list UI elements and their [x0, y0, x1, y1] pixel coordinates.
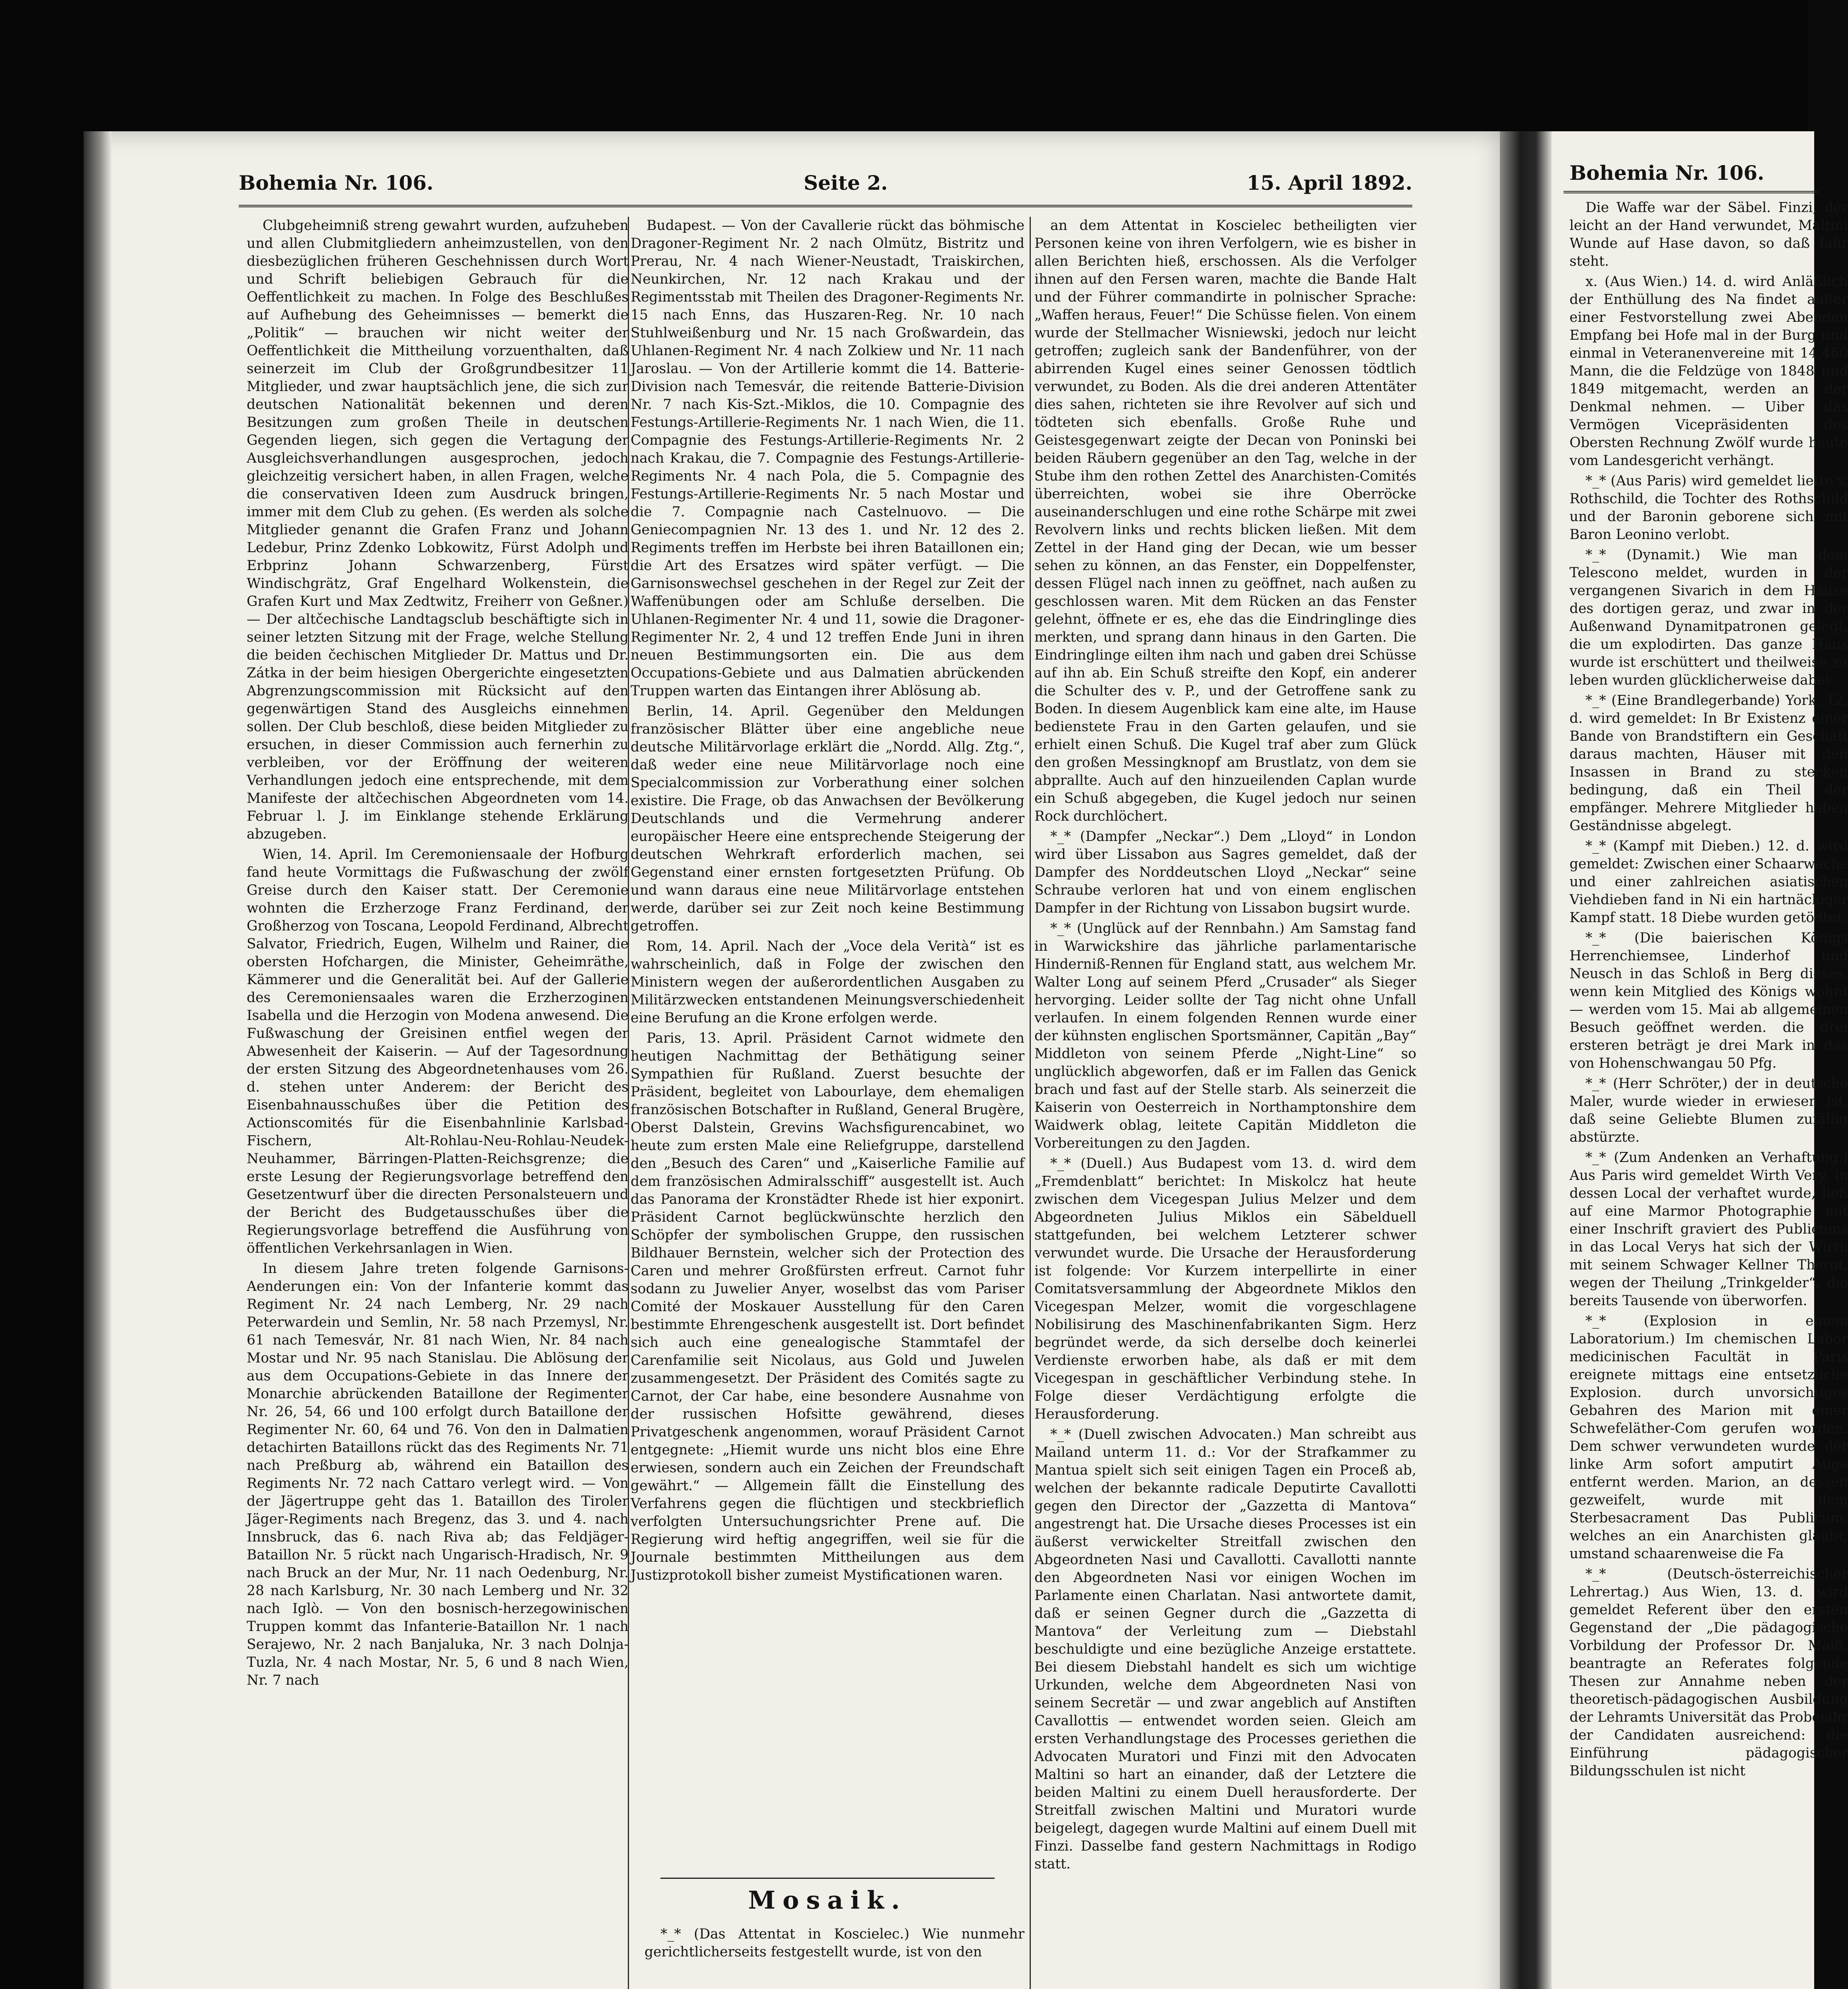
binding-gutter	[1500, 131, 1552, 1989]
column-2-paragraph: Budapest. — Von der Cavallerie rückt das böhmische Dragoner-Regiment Nr. 2 nach Olmütz, Bistritz und Prerau, Nr. 4 nach Wiener-Neustadt, Traiskirchen, Neunkirchen, Nr. 12 nach Krakau und der Regimentsstab mit Theilen des Dragoner-Regiments Nr. 15 nach Enns, das Huszaren-Reg. Nr. 10 nach Stuhlweißenburg und Nr. 15 nach Großwardein, das Uhlanen-Regiment Nr. 4 nach Zolkiew und Nr. 11 nach Jaroslau. — Von der Artillerie kommt die 14. Batterie-Division nach Temesvár, die reitende Batterie-Division Nr. 7 nach Kis-Szt.-Miklos, die 10. Compagnie des Festungs-Artillerie-Regiments Nr. 1 nach Wien, die 11. Compagnie des Festungs-Artillerie-Regiments Nr. 2 nach Krakau, die 7. Compagnie des Festungs-Artillerie-Regiments Nr. 4 nach Pola, die 5. Compagnie des Festungs-Artillerie-Regiments Nr. 5 nach Mostar und die 7. Compagnie nach Castelnuovo. — Die Geniecompagnien Nr. 13 des 1. und Nr. 12 des 2. Regiments treffen im Herbste bei ihren Bataillonen ein; die Art des Ersatzes wird später verfügt. — Die Garnisonswechsel geschehen in der Regel zur Zeit der Waffenübungen oder am Schluße derselben. Die Uhlanen-Regimenter Nr. 4 und 11, sowie die Dragoner-Regimenter Nr. 2, 4 und 12 treffen Ende Juni in ihren neuen Bestimmungsorten ein. Die aus dem Occupations-Gebiete und aus Dalmatien abrückenden Truppen warten das Eintangen ihrer Ablösung ab.	[631, 218, 1024, 699]
adjacent-paragraph: Die Waffe war der Säbel. Finzi, der leicht an der Hand verwundet, Maltini Wunde auf Hase davon, so daß fahr steht.	[1570, 200, 1848, 269]
column-separator	[1030, 217, 1031, 1989]
column-1-paragraph: In diesem Jahre treten folgende Garnisons-Aenderungen ein: Von der Infanterie kommt das Regiment Nr. 24 nach Lemberg, Nr. 29 nach Peterwardein und Semlin, Nr. 58 nach Przemysl, Nr. 61 nach Temesvár, Nr. 81 nach Wien, Nr. 84 nach Mostar und Nr. 95 nach Stanislau. Die Ablösung der aus dem Occupations-Gebiete in das Innere der Monarchie abrückenden Bataillone der Regimenter Nr. 26, 54, 66 und 100 erfolgt durch Bataillone der Regimenter Nr. 60, 64 und 76. Von den in Dalmatien detachirten Bataillons rückt das des Regiments Nr. 71 nach Preßburg ab, während ein Bataillon des Regiments Nr. 72 nach Cattaro verlegt wird. — Von der Jägertruppe geht das 1. Bataillon des Tiroler Jäger-Regiments nach Bregenz, das 3. und 4. nach Innsbruck, das 6. nach Riva ab; das Feldjäger-Bataillon Nr. 5 rückt nach Ungarisch-Hradisch, Nr. 9 nach Bruck an der Mur, Nr. 11 nach Oedenburg, Nr. 28 nach Karlsburg, Nr. 30 nach Lemberg und Nr. 32 nach Iglò. — Von den bosnisch-herzegowinischen Truppen kommt das Infanterie-Bataillon Nr. 1 nach Serajewo, Nr. 2 nach Banjaluka, Nr. 3 nach Dolnja-Tuzla, Nr. 4 nach Mostar, Nr. 5, 6 und 8 nach Wien, Nr. 7 nach	[247, 1261, 629, 1688]
mosaik-rule	[660, 1878, 995, 1879]
page-fold-shadow	[84, 131, 111, 1989]
column-3-paragraph: *_* (Duell.) Aus Budapest vom 13. d. wird dem „Fremdenblatt“ berichtet: In Miskolcz hat heute zwischen dem Vicegespan Julius Melzer und dem Abgeordneten Julius Miklos ein Säbelduell stattgefunden, bei welchem Letzterer schwer verwundet wurde. Die Ursache der Herausforderung ist folgende: Vor Kurzem interpellirte in einer Comitatsversammlung der Abgeordnete Miklos den Vicegespan Melzer, womit die vorgeschlagene Nobilisirung des Maschinenfabrikanten Sigm. Herz begründet werde, da sich derselbe doch keinerlei Verdienste erworben habe, als daß er mit dem Vicegespan in geschäftlicher Verbindung stehe. In Folge dieser Verdächtigung erfolgte die Herausforderung.	[1034, 1156, 1416, 1422]
column-2	[631, 217, 1024, 1868]
column-2-paragraph: Rom, 14. April. Nach der „Voce dela Verità“ ist es wahrscheinlich, daß in Folge der zwischen den Ministern wegen der außerordentlichen Ausgaben zu Militärzwecken entstandenen Meinungsverschiedenheit eine Berufung an die Krone erfolgen werde.	[631, 938, 1024, 1026]
column-2-paragraph: Paris, 13. April. Präsident Carnot widmete den heutigen Nachmittag der Bethätigung seiner Sympathien für Rußland. Zuerst besuchte der Präsident, begleitet von Labourlaye, dem ehemaligen französischen Botschafter in Rußland, General Brugère, Oberst Dalstein, Grevins Wachsfigurencabinet, wo heute zum ersten Male eine Reliefgruppe, darstellend den „Besuch des Caren“ und „Kaiserliche Familie auf dem französischen Admiralsschiff“ ausgestellt ist. Auch das Panorama der Kronstädter Rhede ist hier exponirt. Präsident Carnot beglückwünschte herzlich den Schöpfer der symbolischen Gruppe, den russischen Bildhauer Bernstein, welcher sich der Protection des Caren und mehrer Großfürsten erfreut. Carnot fuhr sodann zu Juwelier Anyer, woselbst das vom Pariser Comité der Moskauer Ausstellung für den Caren bestimmte Ehrengeschenk ausgestellt ist. Dort befindet sich auch eine genealogische Stammtafel der Carenfamilie seit Nicolaus, aus Gold und Juwelen zusammengesetzt. Der Präsident des Comités sagte zu Carnot, der Car habe, eine besondere Ausnahme von der russischen Hofsitte gewährend, dieses Privatgeschenk angenommen, worauf Präsident Carnot entgegnete: „Hiemit wurde uns nicht blos eine Ehre erwiesen, sondern auch ein Zeichen der Freundschaft gewährt.“ — Allgemein fällt die Einstellung des Verfahrens gegen die flüchtigen und steckbrieflich verfolgten Untersuchungsrichter Prene auf. Die Regierung wird heftig angegriffen, weil sie für die Journale bestimmten Mittheilungen aus dem Justizprotokoll bisher zumeist Mystificationen waren.	[631, 1030, 1024, 1583]
mosaik-heading: Mosaik.	[748, 1886, 907, 1915]
adjacent-paragraph: *_* (Herr Schröter,) der in deutsche Maler, wurde wieder in erwiesen ist, daß seine Geliebte Blumen zufällig abstürzte.	[1570, 1076, 1848, 1145]
adjacent-paragraph: *_* (Kampf mit Dieben.) 12. d. wird gemeldet: Zwischen einer Schaarwache und einer zahlreichen asiatischen Viehdieben fand in Ni ein hartnäckiger Kampf statt. 18 Diebe wurden getödtet.	[1570, 838, 1848, 926]
column-3-paragraph: *_* (Dampfer „Neckar“.) Dem „Lloyd“ in London wird über Lissabon aus Sagres gemeldet, daß der Dampfer des Norddeutschen Lloyd „Neckar“ seine Schraube verloren hat und von einem englischen Dampfer in der Richtung von Lissabon bugsirt wurde.	[1034, 829, 1416, 916]
adjacent-paragraph: *_* (Aus Paris) wird gemeldet liette v. Rothschild, die Tochter des Rothschild und der Baronin geborene sich mit Baron Leonino verlobt.	[1570, 473, 1848, 543]
mosaik-intro	[645, 1925, 1024, 1961]
column-3-paragraph: an dem Attentat in Koscielec betheiligten vier Personen keine von ihren Verfolgern, wie es bisher in allen Berichten hieß, erschossen. Als die Verfolger ihnen auf den Fersen waren, machte die Bande Halt und der Führer commandirte in polnischer Sprache: „Waffen heraus, Feuer!“ Die Schüsse fielen. Von einem wurde der Stellmacher Wisniewski, jedoch nur leicht getroffen; zugleich sank der Bandenführer, von der abirrenden Kugel eines seiner Genossen tödtlich verwundet, zu Boden. Als die drei anderen Attentäter dies sahen, richteten sie ihre Revolver auf sich und tödteten sich ebenfalls. Große Ruhe und Geistesgegenwart zeigte der Decan von Poninski bei beiden Räubern gegenüber an den Tag, welche in der Stube ihm den rothen Zettel des Anarchisten-Comités überreichten, wobei sie ihre Oberröcke auseinanderschlugen und eine rothe Schärpe mit zwei Revolvern links und rechts blicken ließen. Mit dem Zettel in der Hand ging der Decan, wie um besser sehen zu können, an das Fenster, ein Doppelfenster, dessen Flügel nach innen zu geöffnet, nach außen zu geschlossen waren. Mit dem Rücken an das Fenster gelehnt, öffnete er es, ehe das die Eindringlinge dies merkten, und sprang dann hinaus in den Garten. Die Eindringlinge eilten ihm nach und gaben drei Schüsse auf ihn ab. Ein Schuß streifte den Kopf, ein anderer die Schulter des v. P., und der Getroffene sank zu Boden. In diesem Augenblick kam eine alte, im Hause bedienstete Frau in den Garten gelaufen, und sie erhielt einen Schuß. Die Kugel traf aber zum Glück den großen Messingknopf am Brustlatz, von dem sie abprallte. Auch auf den hinzueilenden Caplan wurde ein Schuß abgegeben, die Kugel jedoch nur seinen Rock durchlöchert.	[1034, 218, 1416, 824]
adjacent-page-header: Bohemia Nr. 106.	[1570, 161, 1764, 185]
column-1-paragraph: Clubgeheimniß streng gewahrt wurden, aufzuheben und allen Clubmitgliedern anheimzustellen, von den diesbezüglichen früheren Geschehnissen durch Wort und Schrift beliebigen Gebrauch für die Oeffentlichkeit zu machen. In Folge des Beschlußes auf Aufhebung des Geheimnisses — bemerkt die „Politik“ — brauchen wir nicht weiter der Oeffentlichkeit die Mittheilung vorzuenthalten, daß seinerzeit im Club der Großgrundbesitzer 11 Mitglieder, und zwar hauptsächlich jene, die sich zur deutschen Nationalität bekennen und deren Besitzungen zum großen Theile in deutschen Gegenden liegen, sich gegen die Vertagung der Ausgleichsverhandlungen ausgesprochen, jedoch gleichzeitig versichert haben, in allen Fragen, welche die conservativen Ideen zum Ausdruck bringen, immer mit dem Club zu gehen. (Es werden als solche Mitglieder genannt die Grafen Franz und Johann Ledebur, Prinz Zdenko Lobkowitz, Fürst Adolph und Erbprinz Johann Schwarzenberg, Fürst Windischgrätz, Graf Engelhard Wolkenstein, die Grafen Kurt und Max Zedtwitz, Freiherr von Geßner.) — Der altčechische Landtagsclub beschäftigte sich in seiner letzten Sitzung mit der Frage, welche Stellung die beiden čechischen Mitglieder Dr. Mattus und Dr. Zátka in der beim hiesigen Obergerichte eingesetzten Abgrenzungscommission mit Rücksicht auf den gegenwärtigen Stand des Ausgleichs einnehmen sollen. Der Club beschloß, diese beiden Mitglieder zu ersuchen, in dieser Commission auch fernerhin zu verbleiben, vor der Eröffnung der weiteren Verhandlungen jedoch eine entsprechende, mit dem Manifeste der altčechischen Abgeordneten vom 14. Februar l. J. im Einklange stehende Erklärung abzugeben.	[247, 218, 629, 842]
header-page-number: Seite 2.	[804, 171, 888, 195]
adjacent-paragraph: *_* (Dynamit.) Wie man dem Telescono meldet, wurden in der vergangenen Sivarich in dem Hause des dortigen geraz, und zwar in der Außenwand Dynamitpatronen gelegt, die um explodirten. Das ganze Haus wurde ist erschüttert und theilweise zu leben wurden glücklicherweise dabei	[1570, 547, 1848, 688]
column-3-paragraph: *_* (Unglück auf der Rennbahn.) Am Samstag fand in Warwickshire das jährliche parlamentarische Hinderniß-Rennen für England statt, aus welchem Mr. Walter Long auf seinem Pferd „Crusader“ als Sieger hervorging. Leider sollte der Tag nicht ohne Unfall verlaufen. In einem folgenden Rennen wurde einer der kühnsten englischen Sportsmänner, Capitän „Bay“ Middleton von seinem Pferde „Night-Line“ so unglücklich abgeworfen, daß er im Fallen das Genick brach und fast auf der Stelle starb. Als seinerzeit die Kaiserin von Oesterreich in Northamptonshire dem Waidwerk oblag, leitete Capitän Middleton die Vorbereitungen zu den Jagden.	[1034, 921, 1416, 1151]
adjacent-header-rule	[1564, 191, 1818, 193]
adjacent-paragraph: *_* (Die baierischen Königs Herrenchiemsee, Linderhof und Neusch in das Schloß in Berg dieses, wenn kein Mitglied des Königs wohnt — werden vom 15. Mai ab allgemeinen Besuch geöffnet werden. die drei ersteren beträgt je drei Mark in das von Hohenschwangau 50 Pfg.	[1570, 930, 1848, 1071]
page-header	[239, 171, 1412, 203]
adjacent-paragraph: x. (Aus Wien.) 14. d. wird Anläßlich der Enthüllung des Na findet außer einer Festvorstellung zwei Abenden Empfang bei Hofe mal in der Burg und einmal in Veteranenvereine mit 14.460 Mann, die die Feldzüge von 1848 und 1849 mitgemacht, werden an der Denkmal nehmen. — Uiber das Vermögen Vicepräsidenten des Obersten Rechnung Zwölf wurde heute vom Landesgericht verhängt.	[1570, 274, 1848, 469]
header-paper-name: Bohemia Nr. 106.	[239, 171, 434, 195]
adjacent-page-column	[1570, 199, 1848, 1989]
column-1-paragraph: Wien, 14. April. Im Ceremoniensaale der Hofburg fand heute Vormittags die Fußwaschung der zwölf Greise durch den Kaiser statt. Der Ceremonie wohnten die Erzherzoge Franz Ferdinand, der Großherzog von Toscana, Leopold Ferdinand, Albrecht Salvator, Friedrich, Eugen, Wilhelm und Rainer, die obersten Hofchargen, die Minister, Geheimräthe, Kämmerer und die Generalität bei. Auf der Gallerie des Ceremoniensaales waren die Erzherzoginen Isabella und die Herzogin von Modena anwesend. Die Fußwaschung der Greisinen entfiel wegen der Abwesenheit der Kaiserin. — Auf der Tagesordnung der ersten Sitzung des Abgeordnetenhauses vom 26. d. stehen unter Anderem: der Bericht des Eisenbahnausschußes über die Petition des Actionscomités für die Eisenbahnlinie Karlsbad-Fischern, Alt-Rohlau-Neu-Rohlau-Neudek-Neuhammer, Bärringen-Platten-Reichsgrenze; die erste Lesung der Regierungsvorlage betreffend den Gesetzentwurf über die directen Personalsteuern und der Bericht des Budgetausschußes über die Regierungsvorlage betreffend die Ausführung von öffentlichen Verkehrsanlagen in Wien.	[247, 847, 629, 1256]
header-date: 15. April 1892.	[1246, 171, 1412, 195]
column-3	[1034, 217, 1416, 1989]
header-rule	[239, 205, 1412, 207]
adjacent-paragraph: *_* (Eine Brandlegerbande) York, 12. d. wird gemeldet: In Br Existenz einer Bande von Brandstiftern ein Geschäft daraus machten, Häuser mit den Insassen in Brand zu stecken bedingung, daß ein Theil der empfänger. Mehrere Mitglieder haben Geständnisse abgelegt.	[1570, 693, 1848, 834]
mosaik-paragraph: *_* (Das Attentat in Koscielec.) Wie nunmehr gerichtlicherseits festgestellt wurde, ist von den	[645, 1926, 1024, 1960]
column-separator	[628, 217, 629, 1989]
adjacent-paragraph: *_* (Explosion in einem Laboratorium.) Im chemischen Labor medicinischen Facultät in Paris ereignete mittags eine entsetzliche Explosion. durch unvorsichtiges Gebahren des Marion mit einer Schwefeläther-Com gerufen worden. Dem schwer verwundeten wurde der linke Arm sofort amputirt Auge entfernt werden. Marion, an dessen gezweifelt, wurde mit dem Sterbesacrament Das Publicum, welches an ein Anarchisten glaubt, umstand schaarenweise die Fa	[1570, 1313, 1848, 1562]
adjacent-paragraph: *_* (Deutsch-österreichischer Lehrertag.) Aus Wien, 13. d. wird gemeldet Referent über den ersten Gegenstand der „Die pädagogische Vorbildung der Professor Dr. Maiß, beantragte an Referates folgende Thesen zur Annahme neben der theoretisch-pädagogischen Ausbildung der Lehramts Universität das Probejahr der Candidaten ausreichend: die Einführung pädagogischer Bildungsschulen ist nicht	[1570, 1566, 1848, 1779]
adjacent-paragraph: *_* (Zum Andenken an Verhaftung.) Aus Paris wird gemeldet Wirth Very, in dessen Local der verhaftet wurde, ließ auf eine Marmor Photographie mit einer Inschrift graviert des Publicums in das Local Verys hat sich der Wirth mit seinem Schwager Kellner Therot, wegen der Theilung „Trinkgelder“, die bereits Tausende von überworfen.	[1570, 1150, 1848, 1309]
column-2-paragraph: Berlin, 14. April. Gegenüber den Meldungen französischer Blätter über eine angebliche neue deutsche Militärvorlage erklärt die „Nordd. Allg. Ztg.“, daß weder eine neue Militärvorlage noch eine Specialcommission zur Vorberathung einer solchen existire. Die Frage, ob das Anwachsen der Bevölkerung Deutschlands und die Vermehrung anderer europäischer Heere eine entsprechende Steigerung der deutschen Wehrkraft erforderlich machen, sei Gegenstand einer ernsten fortgesetzten Prüfung. Ob und wann daraus eine neue Militärvorlage entstehen werde, darüber sei zur Zeit noch keine Bestimmung getroffen.	[631, 703, 1024, 934]
column-3-paragraph: *_* (Duell zwischen Advocaten.) Man schreibt aus Mailand unterm 11. d.: Vor der Strafkammer zu Mantua spielt sich seit einigen Tagen ein Proceß ab, welchen der bekannte radicale Deputirte Cavallotti gegen den Director der „Gazzetta di Mantova“ angestrengt hat. Die Ursache dieses Processes ist ein äußerst verwickelter Streitfall zwischen den Abgeordneten Nasi und Cavallotti. Cavallotti nannte den Abgeordneten Nasi vor einigen Wochen im Parlamente einen Charlatan. Nasi antwortete damit, daß er seinen Gegner durch die „Gazzetta di Mantova“ der Verleitung zum — Diebstahl beschuldigte und eine bezügliche Anzeige erstattete. Bei diesem Diebstahl handelt es sich um wichtige Urkunden, welche dem Abgeordneten Nasi von seinem Secretär — und zwar angeblich auf Anstiften Cavallottis — entwendet worden seien. Gleich am ersten Verhandlungstage des Processes geriethen die Advocaten Muratori und Finzi mit den Advocaten Maltini so hart an einander, daß der Letztere die beiden Maltini zu einem Duell herausforderte. Der Streitfall zwischen Maltini und Muratori wurde beigelegt, dagegen wurde Maltini auf einem Duell mit Finzi. Dasselbe fand gestern Nachmittags in Rodigo statt.	[1034, 1427, 1416, 1872]
column-1	[247, 217, 629, 1989]
